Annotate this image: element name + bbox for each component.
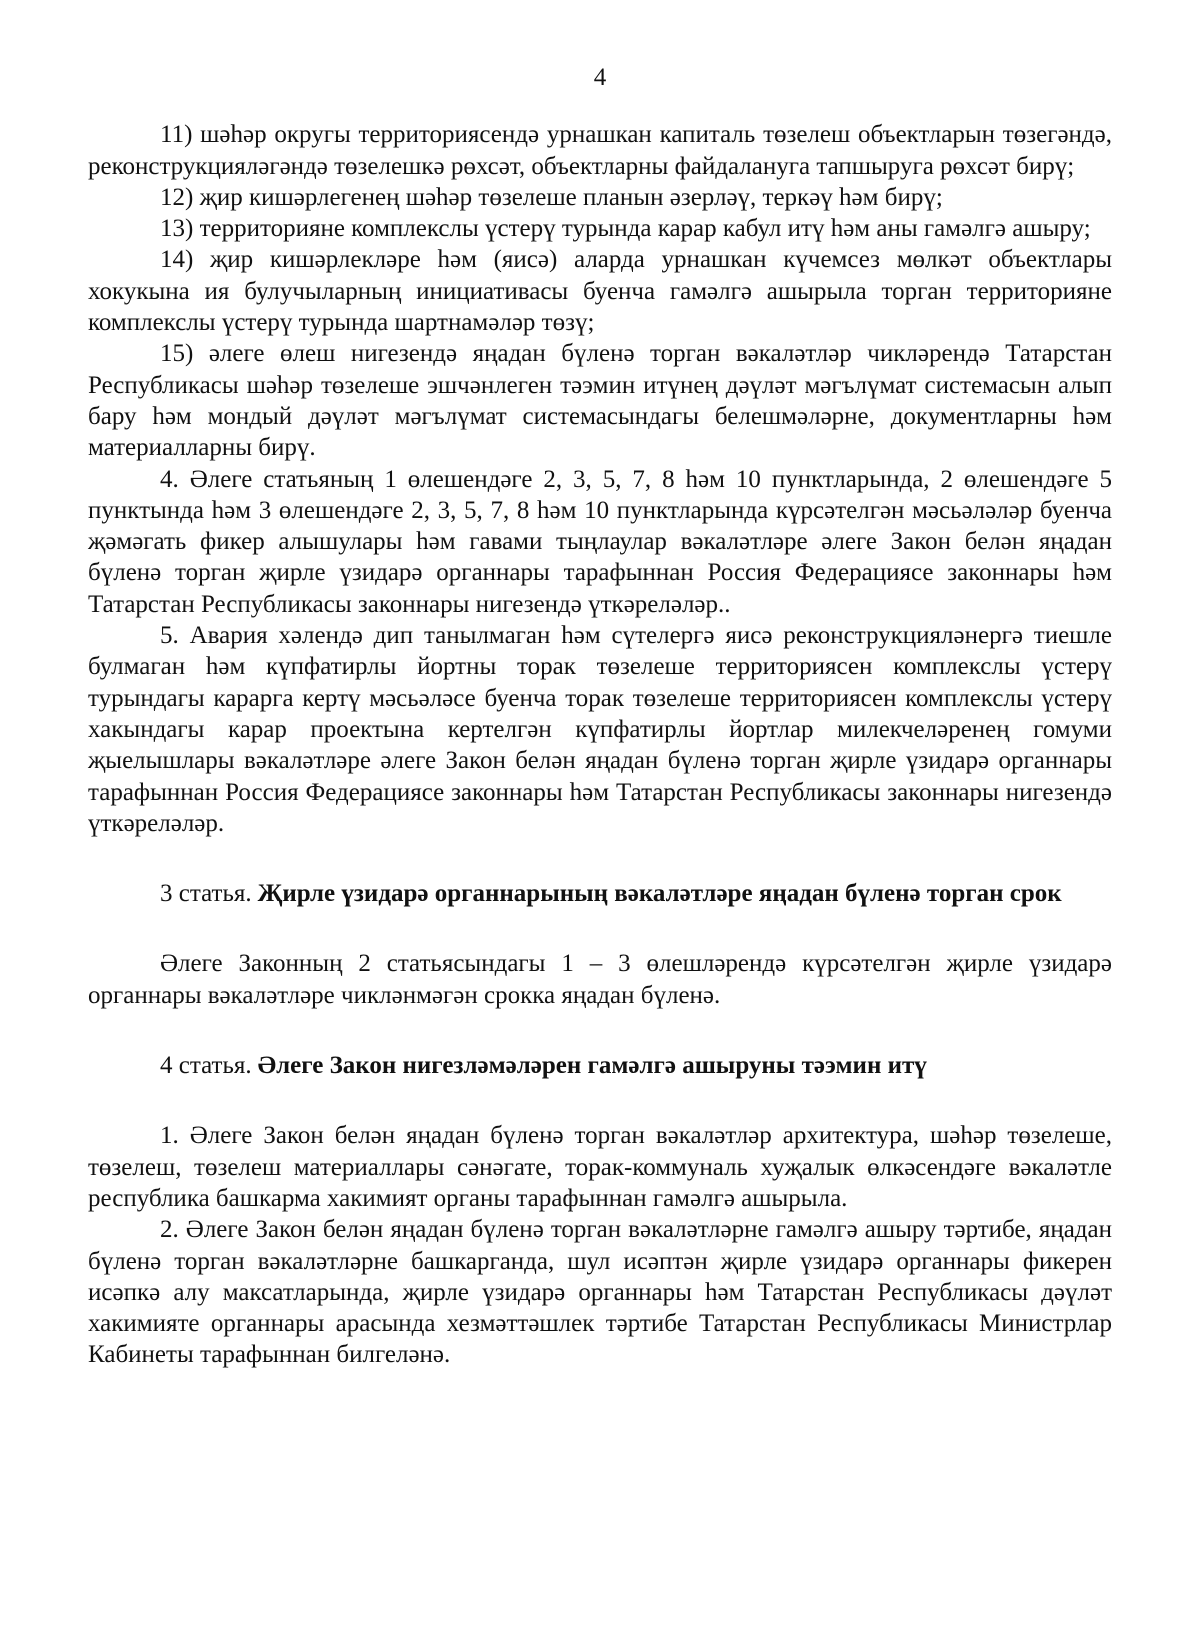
- document-page: [88, 62, 1112, 1371]
- article-3-heading: [88, 878, 1112, 909]
- paragraph-item-12: 12) җир кишәрлегенең шәһәр төзелеше планын әзерләү, теркәү һәм бирү;: [160, 183, 943, 211]
- article-3-text: Әлеге Законның 2 статьясындагы 1 – 3 өлешләрендә күрсәтелгән җирле үзидарә органнары вәкаләтләре чикләнмәгән срокка яңадан бүленә.: [88, 950, 1112, 1009]
- page-number: 4: [593, 64, 607, 91]
- article-4-heading: [88, 1050, 1112, 1081]
- paragraph-item-11: 11) шәһәр округы территориясендә урнашкан капиталь төзелеш объектларын төзегәндә, реконструкцияләгәндә төзелешкә рөхсәт, объектларны файдалануга тапшыруга рөхсәт бирү;: [88, 121, 1112, 180]
- article-4-paragraph-1: 1. Әлеге Закон белән яңадан бүленә торган вәкаләтләр архитектура, шәһәр төзелеше, төзелеш, төзелеш материаллары сәнәгате, торак-коммуналь хуҗалык өлкәсендәге вәкаләтле республика башкарма хакимият органы тарафыннан гамәлгә ашырыла.: [88, 1122, 1112, 1212]
- article-3-label: 3 статья.: [160, 880, 252, 908]
- article-3-title: Җирле үзидарә органнарының вәкаләтләре яңадан бүленә торган срок: [257, 880, 1062, 908]
- paragraph-item-15: 15) әлеге өлеш нигезендә яңадан бүленә торган вәкаләтләр чикләрендә Татарстан Республикасы шәһәр төзелеше эшчәнлеген тәэмин итүнең дәүләт мәгълүмат системасын алып бару һәм мондый дәүләт мәгълүмат системасындагы белешмәләрне, документларны һәм материалларны бирү.: [88, 340, 1112, 462]
- article-4-paragraph-2: 2. Әлеге Закон белән яңадан бүленә торган вәкаләтләрне гамәлгә ашыру тәртибе, яңадан бүленә торган вәкаләтләрне башкарганда, шул исәптән җирле үзидарә органнары фикерен исәпкә алу максатларында, җирле үзидарә органнары һәм Татарстан Республикасы дәүләт хакимияте органнары арасында хезмәттәшлек тәртибе Татарстан Республикасы Министрлар Кабинеты тарафыннан билгеләнә.: [88, 1216, 1112, 1369]
- article-4-title: Әлеге Закон нигезләмәләрен гамәлгә ашыруны тәэмин итү: [257, 1052, 927, 1080]
- paragraph-item-13: 13) территорияне комплекслы үстерү турында карар кабул итү һәм аны гамәлгә ашыру;: [160, 215, 1091, 243]
- paragraph-section-4: 4. Әлеге статьяның 1 өлешендәге 2, 3, 5, 7, 8 һәм 10 пунктларында, 2 өлешендәге 5 пунктында һәм 3 өлешендәге 2, 3, 5, 7, 8 һәм 10 пунктларында күрсәтелгән мәсьәләләр буенча җәмәгать фикер алышулары һәм гавами тыңлаулар вәкаләтләре әлеге Закон белән яңадан бүленә торган җирле үзидарә органнары тарафыннан Россия Федерациясе законнары һәм Татарстан Республикасы законнары нигезендә үткәреләләр..: [88, 465, 1112, 618]
- paragraph-item-14: 14) җир кишәрлекләре һәм (яисә) аларда урнашкан күчемсез мөлкәт объектлары хокукына ия булучыларның инициативасы буенча гамәлгә ашырыла торган территорияне комплекслы үстерү турында шартнамәләр төзү;: [88, 246, 1112, 337]
- paragraph-section-5: 5. Авария хәлендә дип танылмаган һәм сүтелергә яисә реконструкцияләнергә тиешле булмаган һәм күпфатирлы йортны торак төзелеше территориясен комплекслы үстерү турындагы карарга кертү мәсьәләсе буенча торак төзелеше территориясен комплекслы үстерү хакындагы карар проектына кертелгән күпфатирлы йортлар милекчеләренең гомуми җыелышлары вәкаләтләре әлеге Закон белән яңадан бүленә торган җирле үзидарә органнары тарафыннан Россия Федерациясе законнары һәм Татарстан Республикасы законнары нигезендә үткәреләләр.: [88, 622, 1112, 837]
- article-4-label: 4 статья.: [160, 1052, 252, 1080]
